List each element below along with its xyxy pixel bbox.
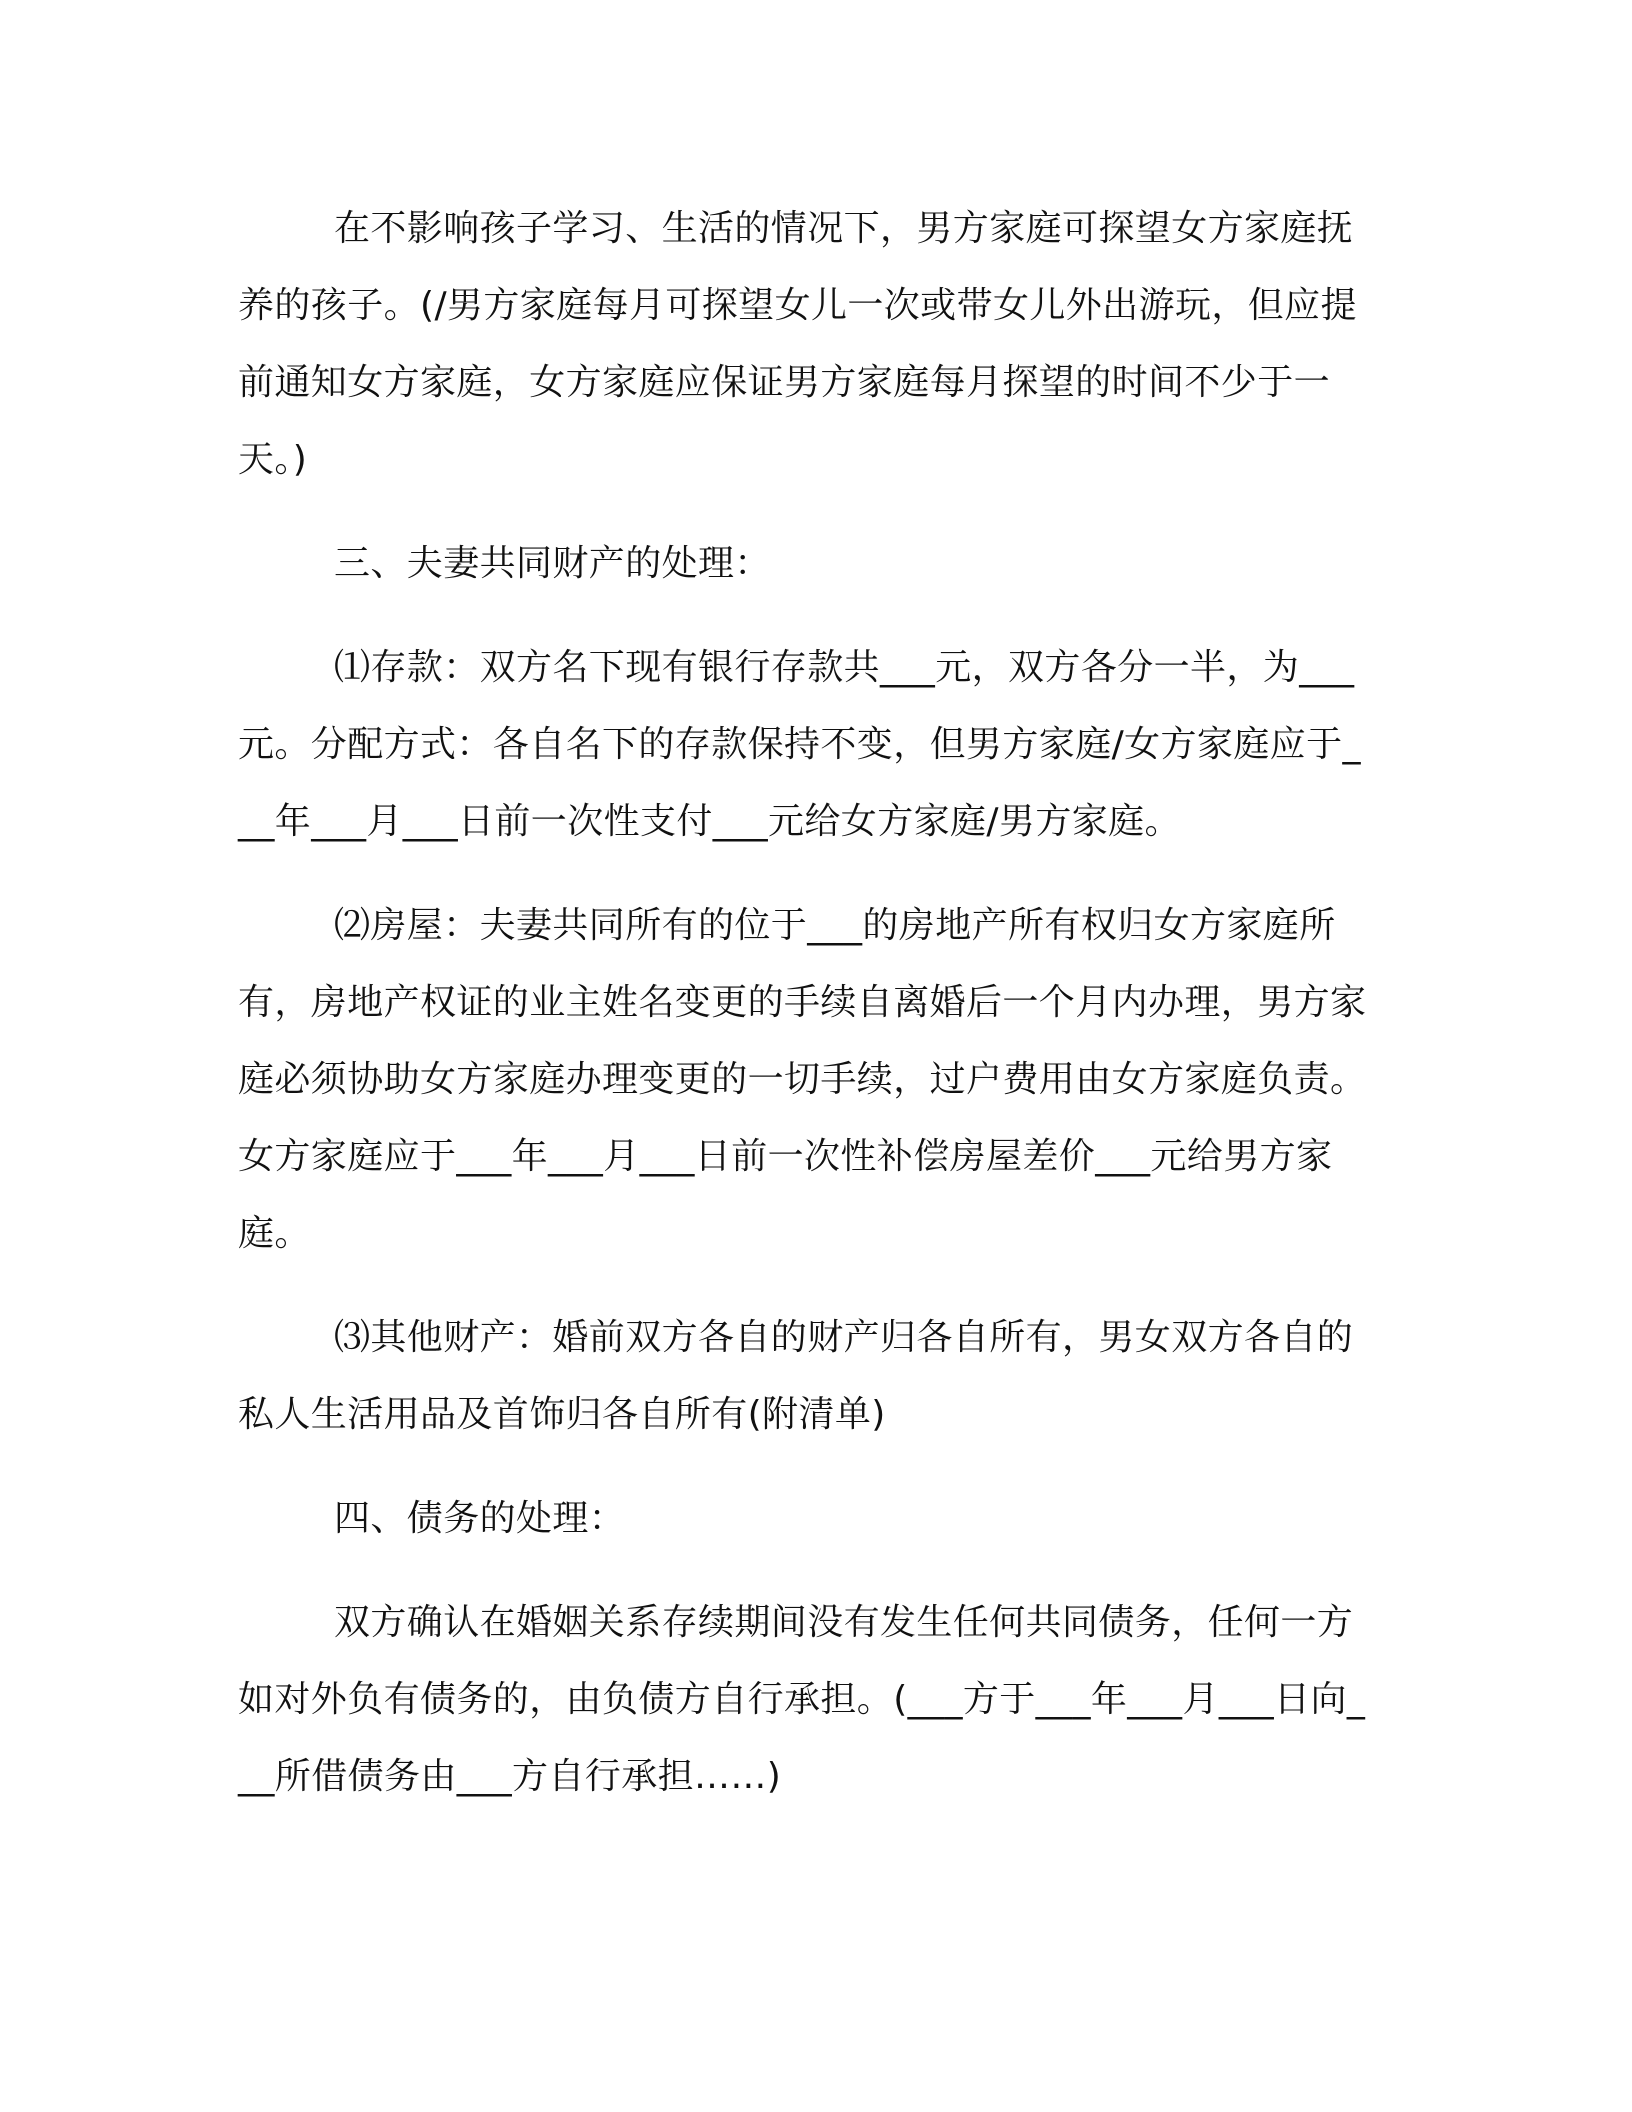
section-heading-property: 三、夫妻共同财产的处理： xyxy=(334,543,771,584)
section-heading-debts: 四、债务的处理： xyxy=(334,1498,626,1539)
paragraph-visitation: 在不影响孩子学习、生活的情况下，男方家庭可探望女方家庭抚养的孩子。(/男方家庭每月可探望女儿一次或带女儿外出游玩，但应提前通知女方家庭，女方家庭应保证男方家庭每月探望的时间不少于一天。) xyxy=(238,208,1357,480)
paragraph-deposits: ⑴存款：双方名下现有银行存款共___元，双方各分一半，为___元。分配方式：各自名下的存款保持不变，但男方家庭/女方家庭应于___年___月___日前一次性支付___元给女方家庭/男方家庭。 xyxy=(238,647,1361,842)
paragraph-other-property: ⑶其他财产：婚前双方各自的财产归各自所有，男女双方各自的私人生活用品及首饰归各自所有(附清单) xyxy=(238,1317,1354,1435)
paragraph-house: ⑵房屋：夫妻共同所有的位于___的房地产所有权归女方家庭所有，房地产权证的业主姓名变更的手续自离婚后一个月内办理，男方家庭必须协助女方家庭办理变更的一切手续，过户费用由女方家庭负责。女方家庭应于___年___月___日前一次性补偿房屋差价___元给男方家庭。 xyxy=(238,905,1367,1254)
paragraph-debts: 双方确认在婚姻关系存续期间没有发生任何共同债务，任何一方如对外负有债务的，由负债方自行承担。(___方于___年___月___日向___所借债务由___方自行承担……) xyxy=(238,1602,1366,1797)
document-body xyxy=(238,190,1378,1842)
